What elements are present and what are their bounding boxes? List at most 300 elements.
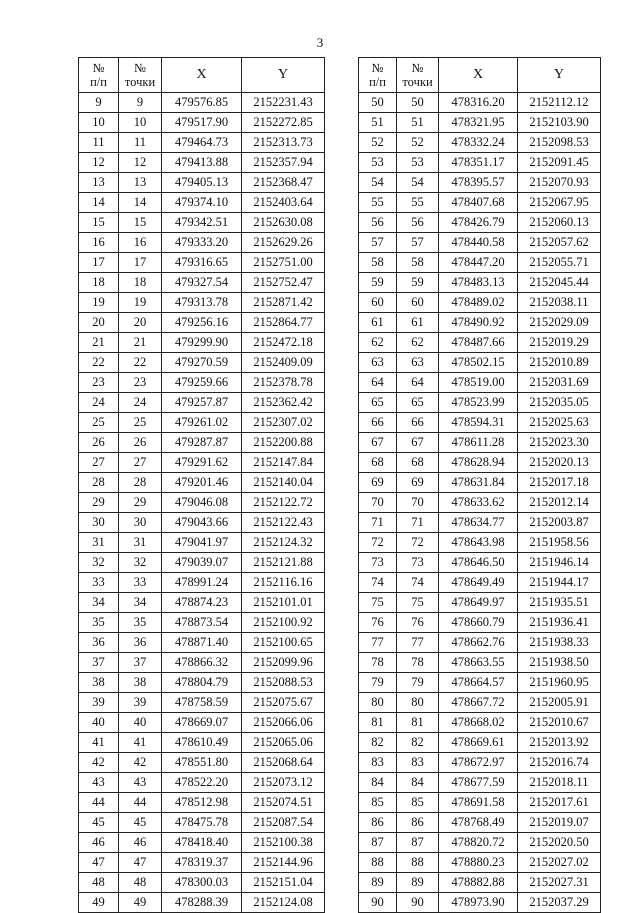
cell-num-pp: 68 xyxy=(359,453,397,473)
cell-num-point: 78 xyxy=(397,653,439,673)
table-row xyxy=(359,133,601,153)
cell-num-point: 89 xyxy=(397,873,439,893)
cell-x: 479464.73 xyxy=(162,133,242,153)
cell-num-point: 45 xyxy=(119,813,162,833)
cell-num-pp: 30 xyxy=(79,513,119,533)
table-row xyxy=(359,113,601,133)
cell-num-point: 87 xyxy=(397,833,439,853)
cell-y: 2152272.85 xyxy=(242,113,325,133)
cell-num-point: 19 xyxy=(119,293,162,313)
cell-x: 479039.07 xyxy=(162,553,242,573)
cell-y: 2152088.53 xyxy=(242,673,325,693)
table-body-left xyxy=(79,93,325,913)
cell-num-point: 12 xyxy=(119,153,162,173)
cell-num-pp: 45 xyxy=(79,813,119,833)
table-row xyxy=(79,433,325,453)
table-row xyxy=(79,173,325,193)
cell-num-pp: 78 xyxy=(359,653,397,673)
table-row xyxy=(79,493,325,513)
table-row xyxy=(79,253,325,273)
cell-y: 2152100.92 xyxy=(242,613,325,633)
cell-num-point: 49 xyxy=(119,893,162,913)
cell-num-pp: 49 xyxy=(79,893,119,913)
cell-y: 2152018.11 xyxy=(518,773,601,793)
cell-x: 478631.84 xyxy=(439,473,518,493)
cell-num-pp: 24 xyxy=(79,393,119,413)
cell-x: 478483.13 xyxy=(439,273,518,293)
cell-x: 478300.03 xyxy=(162,873,242,893)
cell-num-point: 51 xyxy=(397,113,439,133)
cell-y: 2151960.95 xyxy=(518,673,601,693)
table-row xyxy=(79,133,325,153)
table-row xyxy=(359,813,601,833)
cell-num-point: 10 xyxy=(119,113,162,133)
cell-x: 478611.28 xyxy=(439,433,518,453)
cell-y: 2152057.62 xyxy=(518,233,601,253)
cell-x: 478418.40 xyxy=(162,833,242,853)
cell-y: 2152403.64 xyxy=(242,193,325,213)
cell-num-point: 73 xyxy=(397,553,439,573)
cell-num-pp: 32 xyxy=(79,553,119,573)
table-row xyxy=(79,753,325,773)
cell-num-pp: 81 xyxy=(359,713,397,733)
cell-num-pp: 23 xyxy=(79,373,119,393)
table-row xyxy=(359,273,601,293)
cell-num-pp: 28 xyxy=(79,473,119,493)
cell-y: 2152029.09 xyxy=(518,313,601,333)
table-row xyxy=(359,513,601,533)
cell-num-point: 60 xyxy=(397,293,439,313)
cell-num-pp: 76 xyxy=(359,613,397,633)
cell-num-point: 28 xyxy=(119,473,162,493)
cell-num-point: 50 xyxy=(397,93,439,113)
cell-y: 2151936.41 xyxy=(518,613,601,633)
cell-y: 2152055.71 xyxy=(518,253,601,273)
table-row xyxy=(359,833,601,853)
cell-num-point: 23 xyxy=(119,373,162,393)
cell-x: 479576.85 xyxy=(162,93,242,113)
cell-num-point: 17 xyxy=(119,253,162,273)
cell-num-point: 71 xyxy=(397,513,439,533)
cell-num-point: 69 xyxy=(397,473,439,493)
cell-num-point: 64 xyxy=(397,373,439,393)
cell-y: 2152023.30 xyxy=(518,433,601,453)
cell-num-pp: 16 xyxy=(79,233,119,253)
table-row xyxy=(359,373,601,393)
cell-num-point: 18 xyxy=(119,273,162,293)
cell-y: 2152087.54 xyxy=(242,813,325,833)
cell-x: 478874.23 xyxy=(162,593,242,613)
table-row xyxy=(359,433,601,453)
cell-x: 478628.94 xyxy=(439,453,518,473)
cell-x: 478871.40 xyxy=(162,633,242,653)
cell-num-point: 86 xyxy=(397,813,439,833)
cell-x: 479287.87 xyxy=(162,433,242,453)
cell-x: 479201.46 xyxy=(162,473,242,493)
cell-x: 478519.00 xyxy=(439,373,518,393)
cell-num-point: 67 xyxy=(397,433,439,453)
cell-x: 478663.55 xyxy=(439,653,518,673)
cell-y: 2152025.63 xyxy=(518,413,601,433)
table-row xyxy=(79,513,325,533)
table-row xyxy=(79,153,325,173)
cell-num-point: 25 xyxy=(119,413,162,433)
cell-num-point: 22 xyxy=(119,353,162,373)
cell-y: 2152027.02 xyxy=(518,853,601,873)
table-row xyxy=(359,893,601,913)
cell-num-pp: 36 xyxy=(79,633,119,653)
table-row xyxy=(359,253,601,273)
table-header-row xyxy=(79,58,325,93)
cell-num-pp: 66 xyxy=(359,413,397,433)
table-row xyxy=(359,153,601,173)
table-row xyxy=(359,653,601,673)
cell-num-pp: 53 xyxy=(359,153,397,173)
cell-x: 478866.32 xyxy=(162,653,242,673)
cell-num-point: 11 xyxy=(119,133,162,153)
cell-y: 2152231.43 xyxy=(242,93,325,113)
cell-num-pp: 54 xyxy=(359,173,397,193)
cell-num-point: 53 xyxy=(397,153,439,173)
table-row xyxy=(359,753,601,773)
table-row xyxy=(79,893,325,913)
cell-x: 478447.20 xyxy=(439,253,518,273)
table-row xyxy=(79,213,325,233)
table-row xyxy=(359,173,601,193)
cell-num-pp: 71 xyxy=(359,513,397,533)
cell-y: 2152017.18 xyxy=(518,473,601,493)
cell-num-pp: 39 xyxy=(79,693,119,713)
cell-num-point: 35 xyxy=(119,613,162,633)
cell-num-pp: 60 xyxy=(359,293,397,313)
cell-x: 478440.58 xyxy=(439,233,518,253)
cell-num-point: 76 xyxy=(397,613,439,633)
cell-num-pp: 42 xyxy=(79,753,119,773)
cell-num-pp: 44 xyxy=(79,793,119,813)
cell-x: 478551.80 xyxy=(162,753,242,773)
cell-num-pp: 63 xyxy=(359,353,397,373)
cell-y: 2152027.31 xyxy=(518,873,601,893)
table-row xyxy=(359,493,601,513)
cell-num-pp: 13 xyxy=(79,173,119,193)
cell-y: 2152100.65 xyxy=(242,633,325,653)
cell-x: 478991.24 xyxy=(162,573,242,593)
table-row xyxy=(79,553,325,573)
cell-y: 2152031.69 xyxy=(518,373,601,393)
cell-y: 2152013.92 xyxy=(518,733,601,753)
cell-x: 479342.51 xyxy=(162,213,242,233)
cell-x: 478804.79 xyxy=(162,673,242,693)
table-row xyxy=(359,353,601,373)
table-row xyxy=(359,453,601,473)
cell-x: 478395.57 xyxy=(439,173,518,193)
cell-num-point: 81 xyxy=(397,713,439,733)
cell-num-pp: 80 xyxy=(359,693,397,713)
cell-num-point: 13 xyxy=(119,173,162,193)
table-row xyxy=(79,813,325,833)
table-row xyxy=(79,673,325,693)
cell-num-point: 43 xyxy=(119,773,162,793)
cell-y: 2152752.47 xyxy=(242,273,325,293)
cell-num-point: 57 xyxy=(397,233,439,253)
cell-x: 479270.59 xyxy=(162,353,242,373)
cell-num-pp: 14 xyxy=(79,193,119,213)
table-row xyxy=(79,373,325,393)
cell-num-pp: 31 xyxy=(79,533,119,553)
cell-x: 478407.68 xyxy=(439,193,518,213)
cell-y: 2152151.04 xyxy=(242,873,325,893)
table-row xyxy=(79,273,325,293)
cell-num-pp: 62 xyxy=(359,333,397,353)
cell-num-point: 72 xyxy=(397,533,439,553)
cell-y: 2152409.09 xyxy=(242,353,325,373)
cell-num-point: 29 xyxy=(119,493,162,513)
cell-x: 478288.39 xyxy=(162,893,242,913)
cell-num-point: 54 xyxy=(397,173,439,193)
cell-x: 479313.78 xyxy=(162,293,242,313)
cell-y: 2152075.67 xyxy=(242,693,325,713)
table-row xyxy=(79,353,325,373)
cell-x: 478880.23 xyxy=(439,853,518,873)
cell-y: 2152045.44 xyxy=(518,273,601,293)
cell-y: 2151944.17 xyxy=(518,573,601,593)
cell-num-pp: 27 xyxy=(79,453,119,473)
cell-num-pp: 50 xyxy=(359,93,397,113)
cell-x: 479256.16 xyxy=(162,313,242,333)
cell-num-point: 56 xyxy=(397,213,439,233)
header-num-point: № точки xyxy=(397,58,439,93)
cell-y: 2151938.33 xyxy=(518,633,601,653)
cell-num-pp: 17 xyxy=(79,253,119,273)
cell-num-point: 15 xyxy=(119,213,162,233)
cell-y: 2152147.84 xyxy=(242,453,325,473)
cell-y: 2152100.38 xyxy=(242,833,325,853)
cell-num-point: 14 xyxy=(119,193,162,213)
table-row xyxy=(359,393,601,413)
cell-y: 2151946.14 xyxy=(518,553,601,573)
cell-num-pp: 77 xyxy=(359,633,397,653)
header-x: X xyxy=(162,58,242,93)
cell-num-point: 66 xyxy=(397,413,439,433)
coordinates-table-right xyxy=(358,57,601,913)
table-row xyxy=(359,853,601,873)
table-row xyxy=(359,633,601,653)
cell-x: 478768.49 xyxy=(439,813,518,833)
table-row xyxy=(79,793,325,813)
cell-y: 2152073.12 xyxy=(242,773,325,793)
cell-y: 2152091.45 xyxy=(518,153,601,173)
cell-num-point: 80 xyxy=(397,693,439,713)
cell-x: 479327.54 xyxy=(162,273,242,293)
table-row xyxy=(79,593,325,613)
cell-num-point: 33 xyxy=(119,573,162,593)
cell-x: 479405.13 xyxy=(162,173,242,193)
table-row xyxy=(359,533,601,553)
cell-x: 479333.20 xyxy=(162,233,242,253)
table-header-row xyxy=(359,58,601,93)
cell-num-point: 59 xyxy=(397,273,439,293)
cell-y: 2152313.73 xyxy=(242,133,325,153)
cell-num-pp: 29 xyxy=(79,493,119,513)
cell-y: 2152140.04 xyxy=(242,473,325,493)
cell-y: 2152035.05 xyxy=(518,393,601,413)
cell-y: 2152144.96 xyxy=(242,853,325,873)
cell-num-point: 16 xyxy=(119,233,162,253)
cell-num-pp: 35 xyxy=(79,613,119,633)
cell-num-pp: 88 xyxy=(359,853,397,873)
table-row xyxy=(359,553,601,573)
cell-x: 478512.98 xyxy=(162,793,242,813)
cell-x: 478882.88 xyxy=(439,873,518,893)
cell-x: 478668.02 xyxy=(439,713,518,733)
cell-num-pp: 57 xyxy=(359,233,397,253)
cell-y: 2152307.02 xyxy=(242,413,325,433)
page-number: 3 xyxy=(316,35,324,50)
cell-num-pp: 67 xyxy=(359,433,397,453)
cell-y: 2152362.42 xyxy=(242,393,325,413)
table-row xyxy=(79,533,325,553)
header-x: X xyxy=(439,58,518,93)
cell-x: 478649.49 xyxy=(439,573,518,593)
table-row xyxy=(79,313,325,333)
cell-num-point: 88 xyxy=(397,853,439,873)
cell-y: 2151935.51 xyxy=(518,593,601,613)
cell-num-point: 37 xyxy=(119,653,162,673)
cell-x: 478523.99 xyxy=(439,393,518,413)
cell-num-point: 83 xyxy=(397,753,439,773)
header-y: Y xyxy=(518,58,601,93)
cell-y: 2152368.47 xyxy=(242,173,325,193)
cell-y: 2152019.07 xyxy=(518,813,601,833)
table-row xyxy=(359,93,601,113)
cell-x: 478649.97 xyxy=(439,593,518,613)
cell-num-pp: 38 xyxy=(79,673,119,693)
cell-num-pp: 61 xyxy=(359,313,397,333)
cell-x: 479374.10 xyxy=(162,193,242,213)
table-row xyxy=(359,233,601,253)
header-num-pp: № п/п xyxy=(79,58,119,93)
cell-x: 478662.76 xyxy=(439,633,518,653)
cell-y: 2152630.08 xyxy=(242,213,325,233)
table-row xyxy=(359,593,601,613)
cell-num-point: 85 xyxy=(397,793,439,813)
cell-x: 478660.79 xyxy=(439,613,518,633)
cell-num-pp: 37 xyxy=(79,653,119,673)
cell-y: 2152472.18 xyxy=(242,333,325,353)
table-row xyxy=(79,773,325,793)
cell-y: 2152010.89 xyxy=(518,353,601,373)
cell-num-point: 44 xyxy=(119,793,162,813)
cell-x: 478316.20 xyxy=(439,93,518,113)
table-row xyxy=(79,293,325,313)
cell-y: 2152357.94 xyxy=(242,153,325,173)
cell-num-point: 74 xyxy=(397,573,439,593)
header-y: Y xyxy=(242,58,325,93)
cell-num-point: 61 xyxy=(397,313,439,333)
cell-num-pp: 12 xyxy=(79,153,119,173)
cell-y: 2152038.11 xyxy=(518,293,601,313)
cell-num-point: 84 xyxy=(397,773,439,793)
table-row xyxy=(79,713,325,733)
cell-num-pp: 69 xyxy=(359,473,397,493)
cell-y: 2152068.64 xyxy=(242,753,325,773)
cell-num-point: 24 xyxy=(119,393,162,413)
cell-x: 479261.02 xyxy=(162,413,242,433)
table-row xyxy=(359,873,601,893)
table-row xyxy=(359,333,601,353)
cell-num-pp: 25 xyxy=(79,413,119,433)
cell-x: 479316.65 xyxy=(162,253,242,273)
cell-num-point: 75 xyxy=(397,593,439,613)
cell-x: 478475.78 xyxy=(162,813,242,833)
cell-num-point: 30 xyxy=(119,513,162,533)
cell-num-pp: 18 xyxy=(79,273,119,293)
cell-num-pp: 34 xyxy=(79,593,119,613)
cell-y: 2152067.95 xyxy=(518,193,601,213)
cell-x: 478633.62 xyxy=(439,493,518,513)
cell-x: 478426.79 xyxy=(439,213,518,233)
cell-num-pp: 19 xyxy=(79,293,119,313)
cell-x: 478610.49 xyxy=(162,733,242,753)
cell-x: 478973.90 xyxy=(439,893,518,913)
cell-y: 2152099.96 xyxy=(242,653,325,673)
cell-y: 2152020.13 xyxy=(518,453,601,473)
table-row xyxy=(79,613,325,633)
cell-num-point: 63 xyxy=(397,353,439,373)
cell-x: 479041.97 xyxy=(162,533,242,553)
cell-num-pp: 22 xyxy=(79,353,119,373)
cell-x: 478332.24 xyxy=(439,133,518,153)
cell-x: 478677.59 xyxy=(439,773,518,793)
cell-num-point: 55 xyxy=(397,193,439,213)
cell-num-point: 82 xyxy=(397,733,439,753)
cell-num-point: 36 xyxy=(119,633,162,653)
table-row xyxy=(79,653,325,673)
cell-num-pp: 82 xyxy=(359,733,397,753)
cell-x: 478758.59 xyxy=(162,693,242,713)
cell-num-point: 9 xyxy=(119,93,162,113)
cell-x: 478672.97 xyxy=(439,753,518,773)
table-row xyxy=(359,413,601,433)
table-row xyxy=(79,113,325,133)
cell-num-pp: 65 xyxy=(359,393,397,413)
cell-num-pp: 15 xyxy=(79,213,119,233)
table-row xyxy=(359,673,601,693)
cell-x: 479291.62 xyxy=(162,453,242,473)
cell-y: 2152066.06 xyxy=(242,713,325,733)
cell-num-pp: 72 xyxy=(359,533,397,553)
cell-num-point: 58 xyxy=(397,253,439,273)
cell-num-pp: 43 xyxy=(79,773,119,793)
cell-x: 478489.02 xyxy=(439,293,518,313)
cell-num-pp: 40 xyxy=(79,713,119,733)
table-row xyxy=(79,413,325,433)
table-row xyxy=(359,733,601,753)
cell-num-point: 39 xyxy=(119,693,162,713)
cell-num-pp: 46 xyxy=(79,833,119,853)
cell-x: 479043.66 xyxy=(162,513,242,533)
table-row xyxy=(359,473,601,493)
cell-num-pp: 51 xyxy=(359,113,397,133)
cell-num-point: 46 xyxy=(119,833,162,853)
table-row xyxy=(79,693,325,713)
cell-num-point: 31 xyxy=(119,533,162,553)
cell-y: 2152065.06 xyxy=(242,733,325,753)
cell-x: 478664.57 xyxy=(439,673,518,693)
table-row xyxy=(79,573,325,593)
cell-num-point: 41 xyxy=(119,733,162,753)
cell-x: 479257.87 xyxy=(162,393,242,413)
